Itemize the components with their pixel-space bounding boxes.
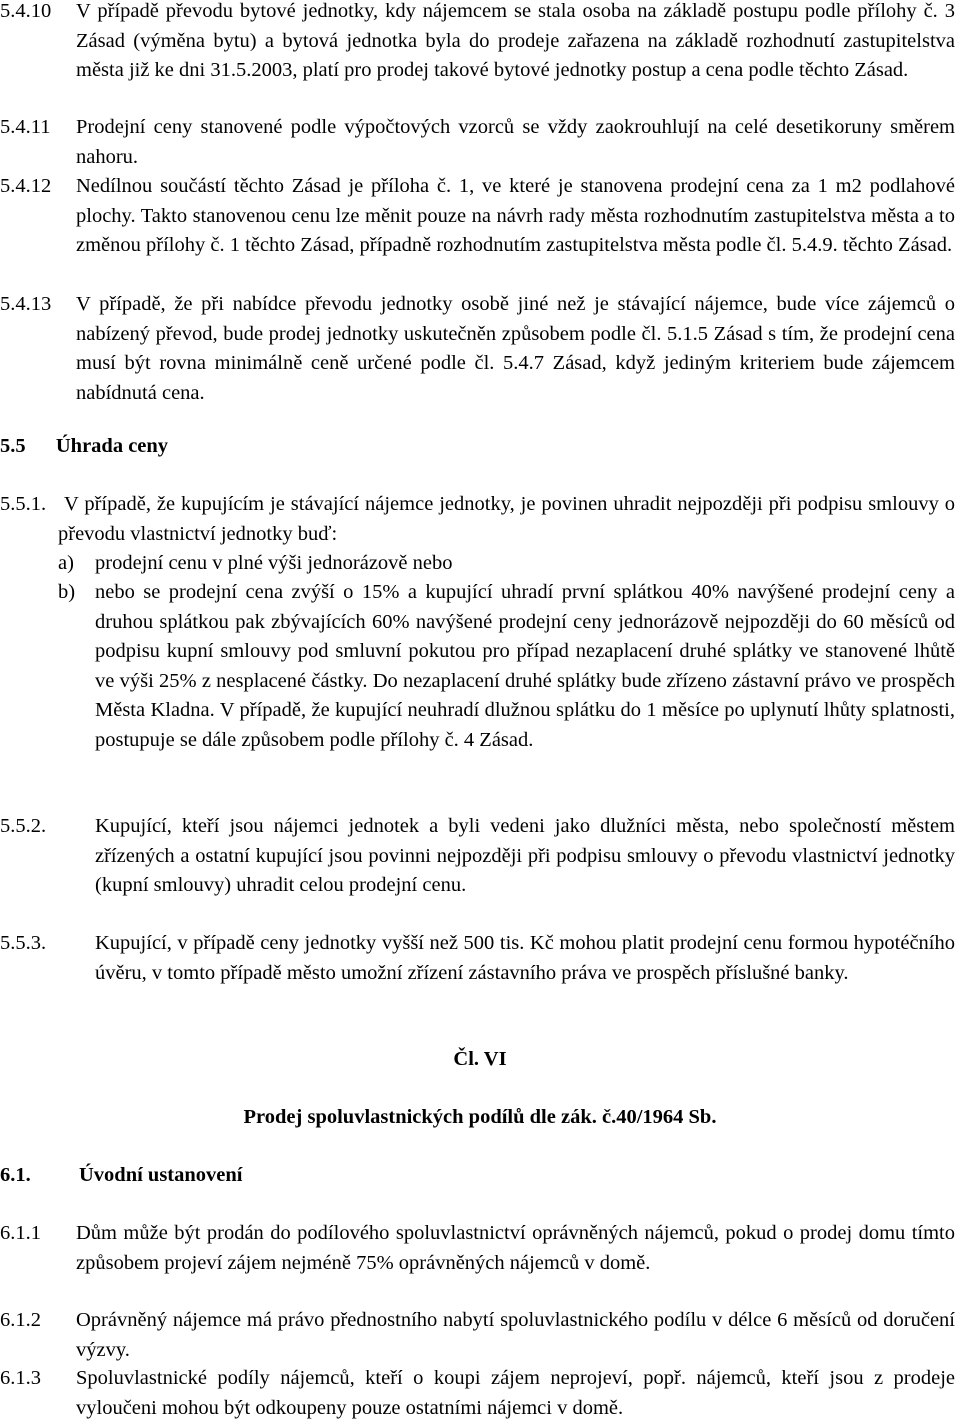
heading-title: Úvodní ustanovení bbox=[79, 1164, 243, 1186]
section-text: Nedílnou součástí těchto Zásad je příloha č. 1, ve které je stanovena prodejní cena za 1 m2 podlahové plochy. Takto stanovenou cenu lze měnit pouze na návrh rady města rozhodnutím zastupitelstva města a to změnou přílohy č. 1 těchto Zásad, případně rozhodnutím zastupitelstva města podle čl. 5.4.9. těchto Zásad. bbox=[76, 175, 955, 256]
section-number: 5.4.13 bbox=[0, 293, 52, 315]
section-text: Kupující, v případě ceny jednotky vyšší než 500 tis. Kč mohou platit prodejní cenu formou hypotéčního úvěru, v tomto případě město umožní zřízení zástavního práva ve prospěch příslušné banky. bbox=[95, 932, 955, 984]
heading-number: 6.1. bbox=[0, 1164, 31, 1186]
section-number: 5.5.2. bbox=[0, 815, 47, 837]
section-number: 6.1.1 bbox=[0, 1222, 41, 1244]
section-number: 5.4.12 bbox=[0, 175, 52, 197]
heading-5-5 bbox=[0, 432, 168, 462]
section-text: V případě převodu bytové jednotky, kdy nájemcem se stala osoba na základě postupu podle přílohy č. 3 Zásad (výměna bytu) a bytová jednotka byla do prodeje zařazena na základě rozhodnutí zastupitelstva města již ke dni 31.5.2003, platí pro prodej takové bytové jednotky postup a cena podle těchto Zásad. bbox=[76, 0, 955, 81]
section-text: Oprávněný nájemce má právo přednostního nabytí spoluvlastnického podílu v délce 6 měsíců od doručení výzvy. bbox=[76, 1309, 955, 1361]
heading-6-1 bbox=[0, 1161, 242, 1191]
section-number: 6.1.3 bbox=[0, 1367, 41, 1389]
section-number: 6.1.2 bbox=[0, 1309, 41, 1331]
section-number: 5.4.11 bbox=[0, 116, 51, 138]
section-text: Dům může být prodán do podílového spoluvlastnictví oprávněných nájemců, pokud o prodej domu tímto způsobem projeví zájem nejméně 75% oprávněných nájemců v domě. bbox=[76, 1222, 955, 1274]
section-text: Spoluvlastnické podíly nájemců, kteří o koupi zájem neprojeví, popř. nájemců, kteří jsou z prodeje vyloučeni mohou být odkoupeny pouze ostatními nájemci v domě. bbox=[76, 1367, 955, 1419]
section-number: 5.5.1. bbox=[0, 493, 47, 515]
heading-title: Úhrada ceny bbox=[55, 435, 169, 457]
list-item-label: a) bbox=[58, 552, 74, 574]
section-number: 5.5.3. bbox=[0, 932, 47, 954]
list-item-text: nebo se prodejní cena zvýší o 15% a kupující uhradí první splátkou 40% navýšené prodejní ceny a druhou splátkou pak zbývajících 60% navýšené prodejní ceny jednorázově nejpozději do 60 měsíců od podpisu kupní smlouvy pod smluvní pokutou pro případ nezaplacení druhé splátky ve stanovené lhůtě ve výši 25% z nesplacené částky. Do nezaplacení druhé splátky bude zřízeno zástavní právo ve prospěch Města Kladna. V případě, že kupující neuhradí dlužnou splátku do 1 měsíce po uplynutí lhůty splatnosti, postupuje se dále způsobem podle přílohy č. 4 Zásad. bbox=[95, 581, 955, 751]
section-text: V případě, že při nabídce převodu jednotky osobě jiné než je stávající nájemce, bude více zájemců o nabízený převod, bude prodej jednotky uskutečněn způsobem podle čl. 5.1.5 Zásad s tím, že prodejní cena musí být rovna minimálně ceně určené podle čl. 5.4.7 Zásad, když jediným kriteriem bude zájemcem nabídnutá cena. bbox=[76, 293, 955, 404]
section-text: V případě, že kupujícím je stávající nájemce jednotky, je povinen uhradit nejpozději při podpisu smlouvy o převodu vlastnictví jednotky buď: bbox=[58, 493, 955, 545]
heading-number: 5.5 bbox=[0, 435, 26, 457]
section-number: 5.4.10 bbox=[0, 0, 52, 22]
list-item-text: prodejní cenu v plné výši jednorázově nebo bbox=[95, 552, 453, 574]
section-text: Kupující, kteří jsou nájemci jednotek a byli vedeni jako dlužníci města, nebo společností městem zřízených a ostatní kupující jsou povinni nejpozději při podpisu smlouvy o převodu vlastnictví jednotky (kupní smlouvy) uhradit celou prodejní cenu. bbox=[95, 815, 955, 896]
list-item-label: b) bbox=[58, 581, 76, 603]
article-title: Prodej spoluvlastnických podílů dle zák. č.40/1964 Sb. bbox=[243, 1106, 717, 1128]
section-text: Prodejní ceny stanovené podle výpočtových vzorců se vždy zaokrouhlují na celé desetikoruny směrem nahoru. bbox=[76, 116, 955, 168]
article-number: Čl. VI bbox=[453, 1048, 507, 1070]
